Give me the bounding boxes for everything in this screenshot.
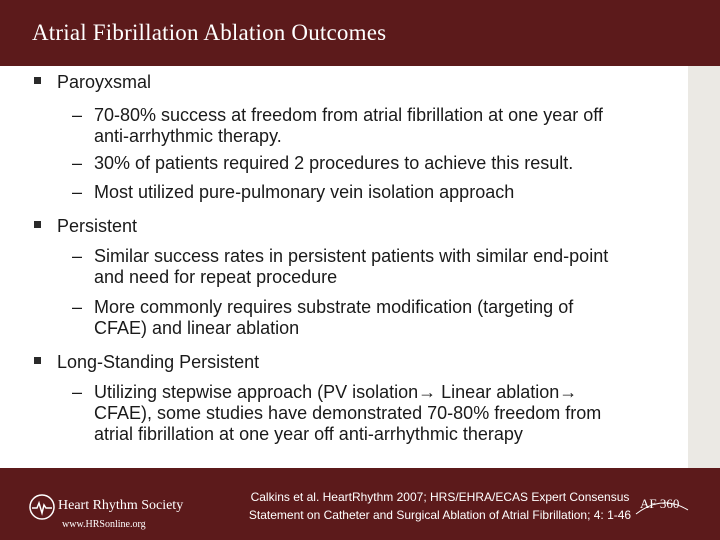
side-panel xyxy=(688,66,720,468)
dash-bullet: – xyxy=(72,153,83,173)
slide-title: Atrial Fibrillation Ablation Outcomes xyxy=(32,20,387,45)
dash-bullet: – xyxy=(72,297,83,317)
hrs-logo-text: Heart Rhythm Society xyxy=(58,498,184,513)
heart-rhythm-logo-icon xyxy=(28,493,56,521)
dash-bullet: – xyxy=(72,182,83,202)
dash-bullet: – xyxy=(72,246,83,266)
hrs-url[interactable]: www.HRSonline.org xyxy=(62,519,146,530)
footer xyxy=(0,468,720,540)
square-bullet-icon xyxy=(34,77,41,84)
dash-bullet: – xyxy=(72,382,83,402)
citation: Calkins et al. HeartRhythm 2007; HRS/EHRA/ECAS Expert Consensus Statement on Catheter and Surgical Ablation of Atrial Fibrillation; 4: 1-46 xyxy=(248,490,632,522)
title-bar xyxy=(0,0,720,66)
slide-content: Paroyxsmal – 70-80% success at freedom from atrial fibrillation at one year off anti-arrhythmic therapy. – 30% of patients required 2 procedures to achieve this result. – Most utilized pure-pulmonary vein isolation approach Persistent – Similar success rates in persistent patients with similar end-point and need for repeat procedure – More commonly requires substrate modification (targeting of CFAE) and linear ablation Long-Standing Persistent – Utilizing stepwise approach (PV isolation→ Linear ablation→ CFAE), some studies have demonstrated 70-80% freedom from atrial fibrillation at one year off anti-arrhythmic therapy xyxy=(0,66,688,468)
af360-logo-text: AF 360 xyxy=(640,496,680,511)
square-bullet-icon xyxy=(34,357,41,364)
dash-bullet: – xyxy=(72,105,83,125)
square-bullet-icon xyxy=(34,221,41,228)
